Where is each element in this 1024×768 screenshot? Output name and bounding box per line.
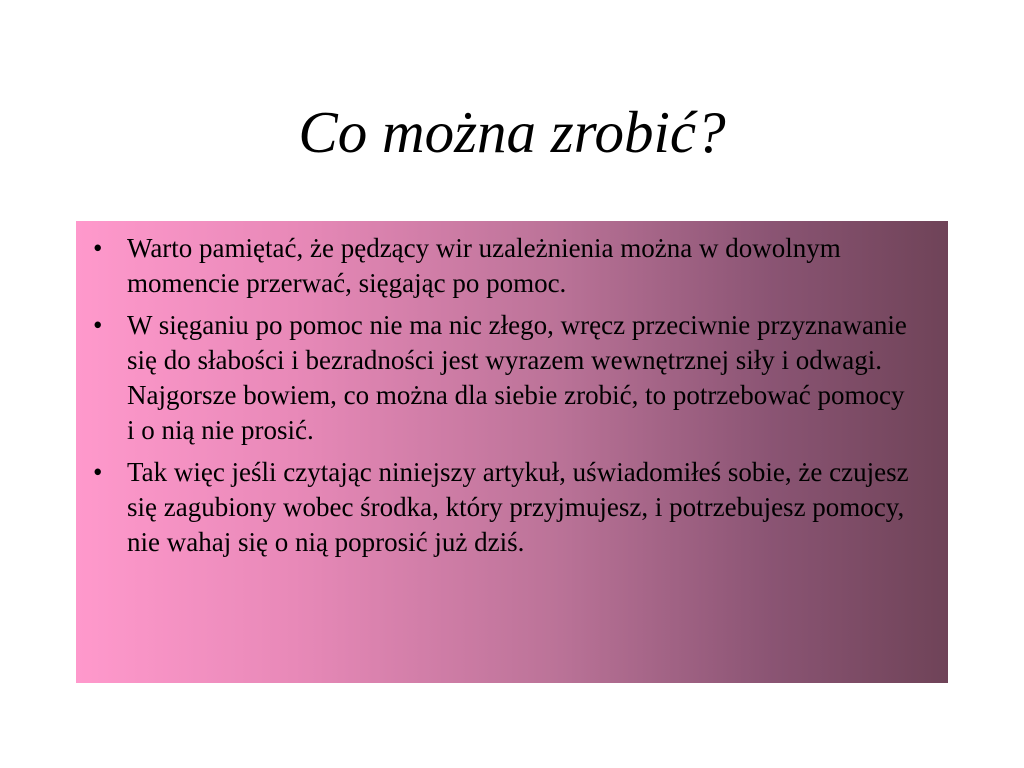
bullet-icon: •	[93, 233, 103, 263]
bullet-text: Warto pamiętać, że pędzący wir uzależnienia można w dowolnym momencie przerwać, sięgając po pomoc.	[127, 233, 841, 298]
bullet-item	[84, 455, 918, 560]
bullet-text: Tak więc jeśli czytając niniejszy artykuł, uświadomiłeś sobie, że czujesz się zagubiony wobec środka, który przyjmujesz, i potrzebujesz pomocy, nie wahaj się o nią poprosić już dziś.	[127, 457, 909, 557]
bullet-text: W sięganiu po pomoc nie ma nic złego, wręcz przeciwnie przyznawanie się do słabości i bezradności jest wyrazem wewnętrznej siły i odwagi. Najgorsze bowiem, co można dla siebie zrobić, to potrzebować pomocy i o nią nie prosić.	[127, 310, 907, 445]
bullet-list	[84, 231, 918, 560]
slide-title: Co można zrobić?	[298, 99, 726, 165]
bullet-icon: •	[93, 457, 103, 487]
bullet-item	[84, 308, 918, 448]
content-box	[76, 221, 948, 683]
bullet-icon: •	[93, 310, 103, 340]
bullet-item	[84, 231, 918, 301]
